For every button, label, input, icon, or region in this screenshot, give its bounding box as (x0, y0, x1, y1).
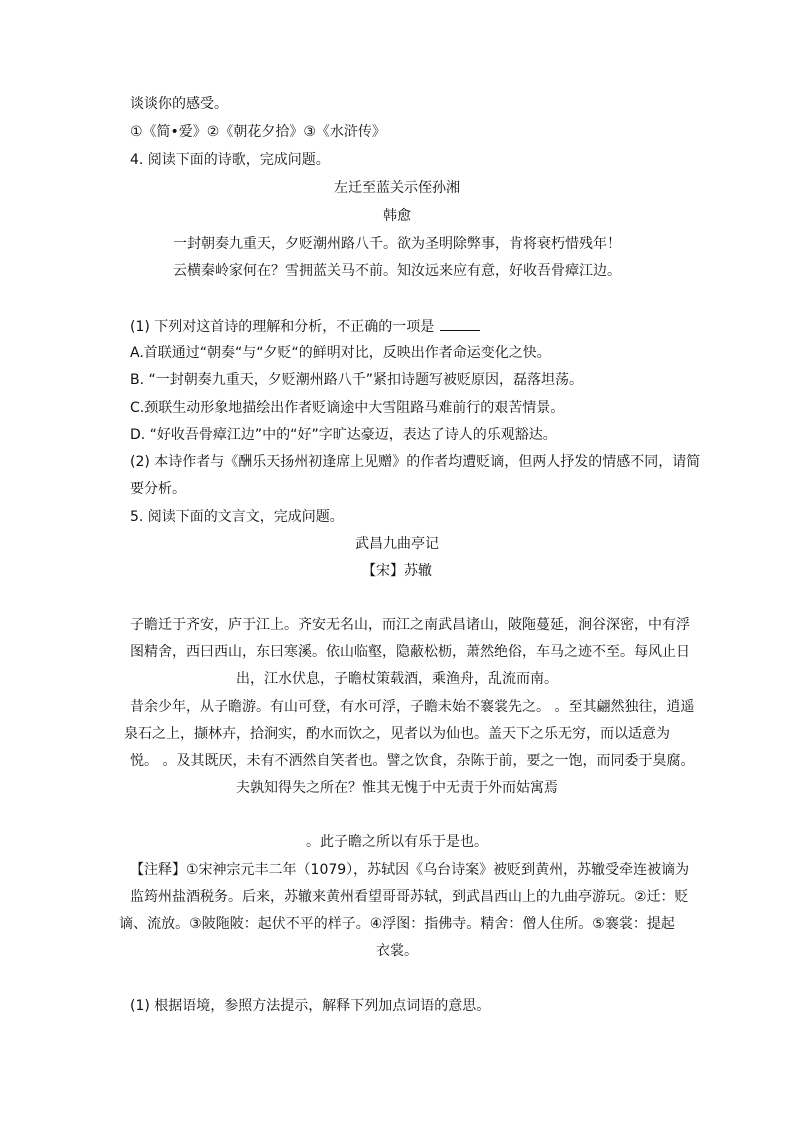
book-options-line: ①《简•爱》②《朝花夕拾》③《水浒传》 (130, 124, 386, 140)
essay-para-2-line-1: 昔余少年，从子瞻游。有山可登，有水可浮，子瞻未始不褰裳先之。 。至其翩然独往，逍遥 (130, 699, 695, 715)
essay-title: 武昌九曲亭记 (355, 536, 439, 552)
option-c: C.颈联生动形象地描绘出作者贬谪途中大雪阻路马难前行的艰苦情景。 (130, 400, 565, 416)
essay-para-2-line-4: 夫孰知得失之所在？惟其无愧于中无责于外而姑寓焉 (236, 780, 558, 796)
essay-para-1-line-1: 子瞻迁于齐安，庐于江上。齐安无名山，而江之南武昌诸山，陂陁蔓延，涧谷深密，中有浮 (130, 617, 690, 633)
poem-line-2: 云横秦岭家何在？雪拥蓝关马不前。知汝远来应有意，好收吾骨瘴江边。 (173, 263, 621, 279)
essay-para-1-line-2: 图精舍，西曰西山，东曰寒溪。依山临壑，隐蔽松枥，萧然绝俗，车马之迹不至。每风止日 (130, 644, 690, 660)
essay-para-2-line-2: 泉石之上，撷林卉，拾涧实，酌水而饮之，见者以为仙也。盖天下之乐无穷，而以适意为 (124, 726, 670, 742)
option-a: A.首联通过“朝奏“与“夕贬“的鲜明对比，反映出作者命运变化之快。 (130, 345, 551, 361)
annotation-line-3: 谪、流放。③陂陁陂：起伏不平的样子。④浮图：指佛寺。精舍：僧人住所。⑤褰裳：提起 (119, 916, 675, 932)
question-5-1: (1) 根据语境，参照方法提示，解释下列加点词语的意思。 (130, 998, 491, 1014)
question-4-1-text: (1) 下列对这首诗的理解和分析，不正确的一项是 (130, 319, 435, 335)
option-b: B. “一封朝奏九重天，夕贬潮州路八千”紧扣诗题写被贬原因，磊落坦荡。 (130, 372, 584, 388)
question-4-2-line-1: (2) 本诗作者与《酬乐天扬州初逢席上见赠》的作者均遭贬谪，但两人抒发的情感不同，请简 (130, 454, 701, 470)
annotation-line-4: 衣裳。 (376, 943, 418, 959)
question-4-2-line-2: 要分析。 (130, 481, 186, 497)
option-d: D. “好收吾骨瘴江边”中的“好”字旷达豪迈，表达了诗人的乐观豁达。 (130, 427, 557, 443)
essay-para-1-line-3: 出，江水伏息，子瞻杖策载酒，乘渔舟，乱流而南。 (236, 671, 558, 687)
answer-blank (440, 316, 480, 331)
annotation-line-1: 【注释】①宋神宗元丰二年（1079），苏轼因《乌台诗案》被贬到黄州，苏辙受牵连被谪为 (130, 862, 690, 878)
essay-para-2-line-5: 。此子瞻之所以有乐于是也。 (306, 834, 488, 850)
poem-line-1: 一封朝奏九重天，夕贬潮州路八千。欲为圣明除弊事，肯将衰朽惜残年！ (173, 236, 621, 252)
poem-author: 韩愈 (383, 208, 411, 224)
question-4-1 (130, 316, 480, 337)
annotation-line-2: 监筠州盐酒税务。后来，苏辙来黄州看望哥哥苏轼，到武昌西山上的九曲亭游玩。②迁：贬 (130, 889, 689, 905)
question-4-heading: 4. 阅读下面的诗歌，完成问题。 (130, 152, 330, 168)
essay-para-2-line-3: 悦。 。及其既厌，未有不洒然自笑者也。譬之饮食，杂陈于前，要之一饱，而同委于臭腐。 (130, 753, 695, 769)
intro-prompt-line: 谈谈你的感受。 (130, 96, 228, 112)
essay-author: 【宋】苏辙 (362, 563, 432, 579)
poem-title: 左迁至蓝关示侄孙湘 (334, 180, 460, 196)
question-5-heading: 5. 阅读下面的文言文，完成问题。 (130, 509, 344, 525)
